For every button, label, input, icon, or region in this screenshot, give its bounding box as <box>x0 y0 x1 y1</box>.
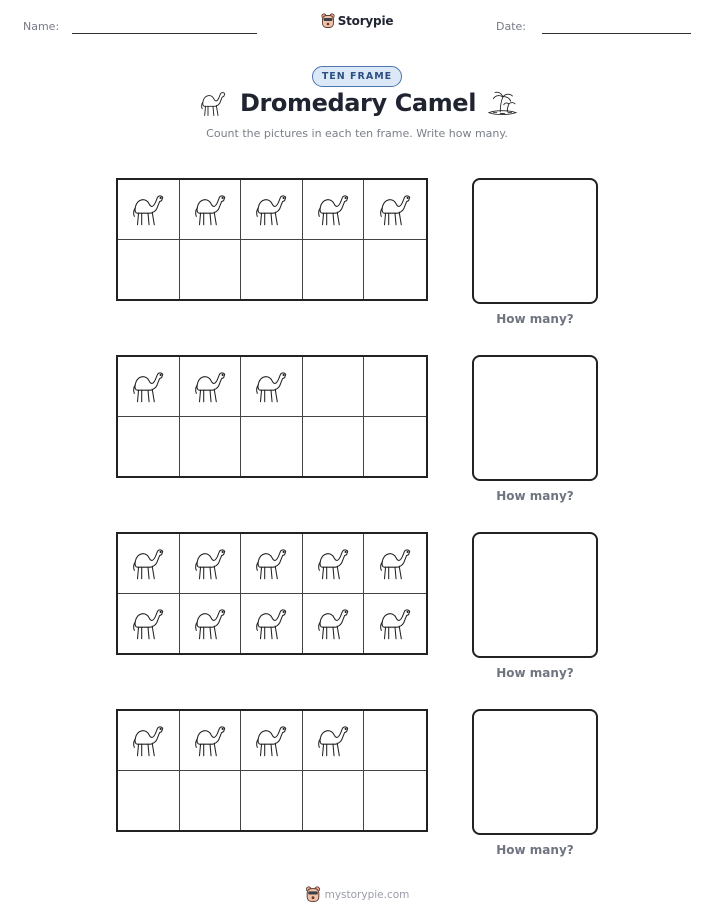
camel-icon <box>189 189 231 229</box>
camel-icon <box>312 543 354 583</box>
camel-icon <box>189 543 231 583</box>
how-many-label-4: How many? <box>496 843 574 857</box>
frame-cell <box>118 534 180 594</box>
frame-cell <box>118 240 180 300</box>
answer-box-2[interactable] <box>472 355 598 481</box>
frame-cell <box>303 711 365 771</box>
frame-cell <box>241 240 303 300</box>
frame-cell <box>118 180 180 240</box>
answer-box-1[interactable] <box>472 178 598 304</box>
camel-icon <box>189 720 231 760</box>
frame-cell <box>180 417 242 477</box>
frame-cell <box>180 357 242 417</box>
frame-cell <box>303 180 365 240</box>
frame-cell <box>241 594 303 654</box>
frame-cell <box>118 711 180 771</box>
frame-cell <box>180 180 242 240</box>
frame-cell <box>364 357 426 417</box>
camel-icon <box>127 720 169 760</box>
camel-icon <box>127 189 169 229</box>
frame-cell <box>303 534 365 594</box>
frame-cell <box>303 357 365 417</box>
frame-cell <box>364 594 426 654</box>
ten-frame-2 <box>116 355 428 478</box>
frame-cell <box>303 771 365 831</box>
date-line[interactable] <box>542 33 691 34</box>
frame-cell <box>180 711 242 771</box>
footer-url[interactable]: mystorypie.com <box>324 888 410 901</box>
frame-cell <box>303 594 365 654</box>
frame-cell <box>180 594 242 654</box>
frame-cell <box>241 417 303 477</box>
frame-cell <box>118 357 180 417</box>
camel-icon <box>250 189 292 229</box>
frame-cell <box>364 180 426 240</box>
camel-icon <box>196 88 230 118</box>
camel-icon <box>374 189 416 229</box>
camel-icon <box>127 603 169 643</box>
how-many-label-2: How many? <box>496 489 574 503</box>
camel-icon <box>374 543 416 583</box>
frame-cell <box>364 417 426 477</box>
how-many-label-3: How many? <box>496 666 574 680</box>
camel-icon <box>374 603 416 643</box>
frame-cell <box>241 534 303 594</box>
brand-logo <box>0 13 714 34</box>
answer-box-3[interactable] <box>472 532 598 658</box>
ten-frame-1 <box>116 178 428 301</box>
frame-cell <box>180 534 242 594</box>
frame-cell <box>241 357 303 417</box>
frame-cell <box>303 417 365 477</box>
bear-logo-icon <box>321 13 335 29</box>
instructions: Count the pictures in each ten frame. Write how many. <box>206 127 508 140</box>
camel-icon <box>250 603 292 643</box>
camel-icon <box>250 366 292 406</box>
frame-cell <box>241 711 303 771</box>
frame-cell <box>118 417 180 477</box>
camel-icon <box>312 603 354 643</box>
ten-frame-3 <box>116 532 428 655</box>
frame-cell <box>180 240 242 300</box>
camel-icon <box>189 366 231 406</box>
answer-box-4[interactable] <box>472 709 598 835</box>
camel-icon <box>127 543 169 583</box>
bear-logo-icon <box>305 886 321 903</box>
oasis-icon <box>486 89 518 117</box>
frame-cell <box>241 180 303 240</box>
frame-cell <box>364 771 426 831</box>
frame-cell <box>118 594 180 654</box>
frame-cell <box>364 711 426 771</box>
frame-cell <box>180 771 242 831</box>
frame-cell <box>303 240 365 300</box>
frame-cell <box>364 240 426 300</box>
name-label: Name: <box>23 20 60 33</box>
date-label: Date: <box>496 20 526 33</box>
camel-icon <box>250 720 292 760</box>
brand-name: Storypie <box>337 14 394 28</box>
camel-icon <box>312 189 354 229</box>
how-many-label-1: How many? <box>496 312 574 326</box>
ten-frame-4 <box>116 709 428 832</box>
camel-icon <box>250 543 292 583</box>
frame-cell <box>241 771 303 831</box>
page-title: Dromedary Camel <box>239 89 477 117</box>
camel-icon <box>189 603 231 643</box>
category-badge: TEN FRAME <box>312 66 402 87</box>
frame-cell <box>118 771 180 831</box>
camel-icon <box>127 366 169 406</box>
frame-cell <box>364 534 426 594</box>
camel-icon <box>312 720 354 760</box>
